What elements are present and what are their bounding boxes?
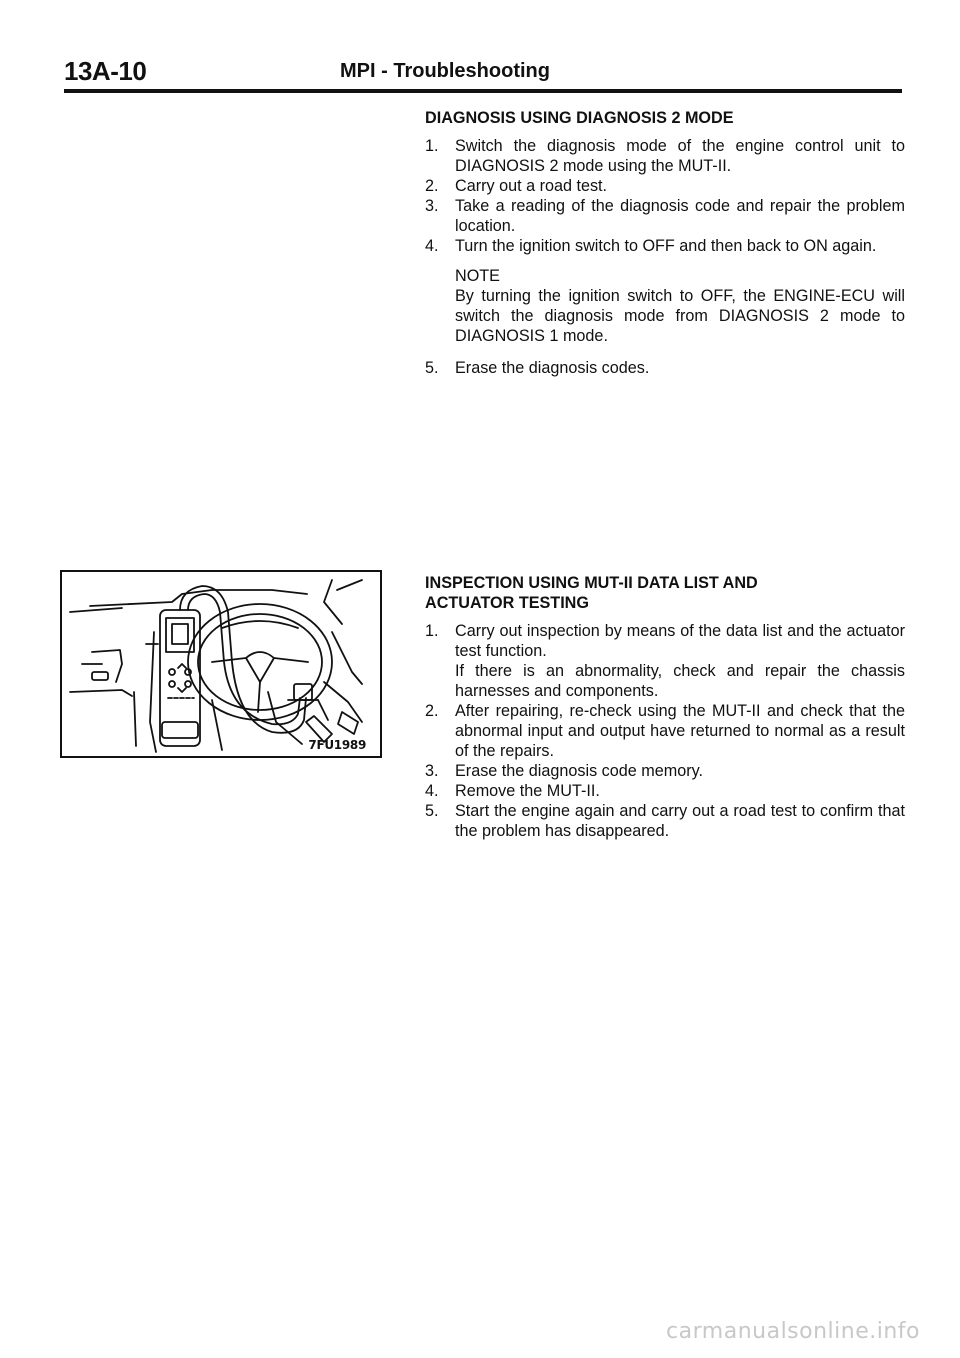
page-title: MPI - Troubleshooting — [340, 60, 550, 82]
step-item — [425, 621, 905, 701]
step-number: 3. — [425, 762, 439, 780]
step-number: 4. — [425, 237, 439, 255]
step-number: 5. — [425, 802, 439, 820]
step-number: 1. — [425, 137, 439, 155]
mut-ii-connection-illustration-icon — [62, 572, 380, 756]
section-inspection-data-list — [425, 573, 905, 841]
step-text: Carry out inspection by means of the data list and the actuator test function. — [455, 622, 905, 660]
step-number: 4. — [425, 782, 439, 800]
step-item — [425, 196, 905, 236]
step-subtext: If there is an abnormality, check and repair the chassis harnesses and components. — [455, 662, 905, 700]
mut-ii-connection-figure — [60, 570, 382, 758]
step-item — [425, 801, 905, 841]
step-text: Erase the diagnosis codes. — [455, 359, 650, 377]
step-text: Start the engine again and carry out a road test to confirm that the problem has disappeared. — [455, 802, 905, 840]
step-text: Erase the diagnosis code memory. — [455, 762, 704, 780]
step-number: 2. — [425, 177, 439, 195]
step-item — [425, 236, 905, 256]
note-label: NOTE — [455, 267, 500, 285]
step-list — [425, 358, 905, 378]
step-number: 1. — [425, 622, 439, 640]
figure-code: 7FU1989 — [308, 738, 366, 752]
step-list — [425, 621, 905, 841]
step-item — [425, 701, 905, 761]
step-text: Turn the ignition switch to OFF and then back to ON again. — [455, 237, 877, 255]
step-text: Switch the diagnosis mode of the engine control unit to DIAGNOSIS 2 mode using the MUT-II. — [455, 137, 905, 175]
page-number: 13A-10 — [64, 56, 147, 86]
page-header — [64, 56, 900, 92]
watermark: carmanualsonline.info — [666, 1319, 920, 1344]
step-item — [425, 761, 905, 781]
step-number: 3. — [425, 197, 439, 215]
step-item — [425, 176, 905, 196]
section-diagnosis-2-mode — [425, 108, 905, 378]
step-item — [425, 136, 905, 176]
note-block — [455, 266, 905, 346]
step-text: After repairing, re-check using the MUT-II and check that the abnormal input and output have returned to normal as a result of the repairs. — [455, 702, 905, 760]
step-item — [425, 358, 905, 378]
section-heading-line: ACTUATOR TESTING — [425, 594, 589, 612]
step-text: Remove the MUT-II. — [455, 782, 600, 800]
note-text: By turning the ignition switch to OFF, the ENGINE-ECU will switch the diagnosis mode from DIAGNOSIS 2 mode to DIAGNOSIS 1 mode. — [455, 287, 905, 345]
section-heading — [425, 573, 905, 613]
step-text: Take a reading of the diagnosis code and repair the problem location. — [455, 197, 905, 235]
step-number: 5. — [425, 359, 439, 377]
step-list — [425, 136, 905, 256]
step-item — [425, 781, 905, 801]
header-rule — [64, 89, 902, 93]
section-heading-line: INSPECTION USING MUT-II DATA LIST AND — [425, 574, 758, 592]
section-heading: DIAGNOSIS USING DIAGNOSIS 2 MODE — [425, 109, 734, 127]
step-number: 2. — [425, 702, 439, 720]
step-text: Carry out a road test. — [455, 177, 608, 195]
